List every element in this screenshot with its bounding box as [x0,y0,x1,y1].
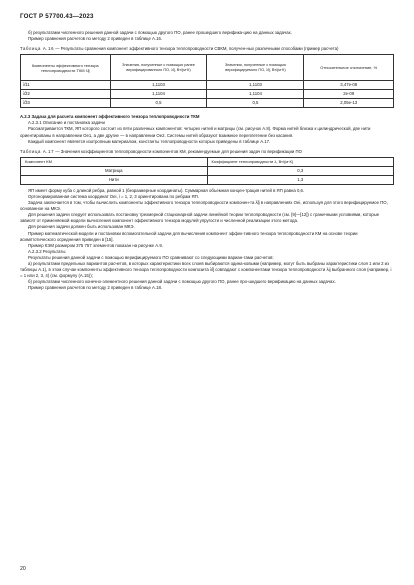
body-paragraph: Задача заключается в том, чтобы вычислить компоненты эффективного тензора теплопроводности компонен-та λ̃ij в направлениях Oei, используя для этого верифицируемое ПО, основанное на МКЭ. [20,200,388,212]
table17 [20,157,394,185]
table-cell: λ̃11 [21,81,111,90]
section-a232-paragraph: б) результатами численного конечно-элементного решения данной задачи с помощью другого ПО, ранее про-шедшего верификацию на данных задачах. [28,279,336,285]
table17-caption [20,149,394,155]
table-row [21,81,394,90]
page-content [20,30,394,291]
section-a23-paragraph-2: Каждый компонент является изотропным материалом, константы теплопроводности которых приведены в таблице А.17. [28,138,271,144]
table-cell: λ̃33 [21,99,111,108]
table-cell: 0,3 [207,166,394,175]
body-paragraph: Пример математической модели и постановки вспомогательной задачи для вычисления компонент эффек-тивного тензора теплопроводности КМ на основе теории асимптотического осреднения приведен в [15]. [20,230,358,242]
body-paragraph: ЯП имеет форму куба с длиной ребра, равной 1 (безразмерные координаты). Суммарная объемная концен-трация нитей в ЯП равна 0,6. [28,187,305,193]
intro-paragraph-1: б) результатами численного решения данной задачи с помощью другого ПО, ранее прошедшего верифика-цию на данных задачах. [28,30,292,35]
table-cell: 0,5 [207,99,304,108]
body-paragraph: Пример КЭМ размером 375 757 элементов показан на рисунке А.9. [28,242,163,248]
table16-caption-text: — Результаты сравнения компонент эффективного тензора теплопроводности СВКМ, получен-ных различными способами (пример расчета) [55,46,339,52]
table-cell: 1,1104 [110,90,207,99]
section-a232-paragraph: а) результатами предельных вариантов расчетов, в которых характеристики всех слоев выбираются одина-ковыми (например, могут быть выбраны характеристики слоя 1 или 2 из таблицы А.1), в этом случае компоненты эффективного тензора теплопроводности композита λ̃ij совпадают с компонентами тензора теплопроводности λij выбранного слоя (например, i = 1 или 2, 3, 4) (см. формулу (А.15)); [20,260,392,279]
table-cell: 3,47e-08 [304,81,394,90]
body-paragraph: Для решения задачи должен быть использован МКЭ. [28,224,135,230]
section-a23-paragraph-1: Рассматривается ТКМ, ЯП которого состоит из пяти различных компонентов: четырех нитей и матрицы (см. рисунок А.8). Форма нитей близка к цилиндрической, две нити ориентированы в направлении Oe1, а две другие — в направлении Oe2. Системы нитей образуют взаимное переплетение без касания. [20,126,371,138]
table-row [21,166,394,175]
section-a232-paragraph: Пример сравнения расчетов по методу 2 приведен в таблице А.18. [28,285,163,291]
section-a23-subtitle: А.2.3.1 Описание и постановка задачи [28,120,105,126]
table-row [21,99,394,108]
section-a232-title: А.2.3.2 Результаты [28,248,66,254]
table-cell: 1,3 [207,175,394,184]
table-cell: 1,1104 [207,90,304,99]
table16-caption [20,46,394,52]
table17-caption-text: — Значения коэффициентов теплопроводности компонентов КМ, рекомендуемые для решения задач по верификации ПО [55,148,302,154]
table16-header-cell: Относительное отклонение, % [304,55,394,81]
table16-header-cell: Значения, полученные с помощью верифицируемого ПО, λ̃ij, Вт/(м·К) [207,55,304,81]
table-cell: Нити [21,175,208,184]
table16-header-row [21,55,394,81]
body-paragraph: Ортонормированная система координат Oei, i = 1, 2, 3 ориентирована по ребрам ЯП. [28,193,199,199]
table-cell: Матрица [21,166,208,175]
intro-paragraph-2: Пример сравнения расчетов по методу 2 приведен в таблице А.16. [28,36,163,42]
table17-header-cell: Компонент КМ [21,157,208,166]
table-row [21,90,394,99]
table16-header-cell: Компоненты эффективного тензора теплопроводности ТКМ λ̃ij [21,55,111,81]
table17-header-cell: Коэффициент теплопроводности λ, Вт/(м·К) [207,157,394,166]
table-cell: 2,05e-13 [304,99,394,108]
table16-caption-label: Таблица А.16 [20,46,55,52]
section-a232-paragraph: Результаты решения данной задачи с помощью верифицируемого ПО сравнивают со следующими вариан-тами расчетов: [28,254,274,260]
table17-caption-label: Таблица А.17 [20,148,55,154]
table-cell: 1,1103 [207,81,304,90]
page-number: 20 [20,566,26,572]
section-a23-title: А.2.3 Задача для расчета компонент эффективного тензора теплопроводности ТКМ [20,114,200,120]
table17-header-row [21,157,394,166]
table-cell: 2e-09 [304,90,394,99]
table16-header-cell: Значения, полученные с помощью ранее верифицированного ПО, λ̃ij, Вт/(м·К) [110,55,207,81]
table-cell: λ̃22 [21,90,111,99]
body-paragraph: Для решения задачи следует использовать постановку трехмерной стационарной задачи линейной теории теплопроводности (см. [9]—[12]) с граничными условиями, которые зависят от применяемой модели вычисления компонент эффективного тензора модулей упругости и численной реализации этого метода. [20,212,380,224]
document-header: ГОСТ Р 57700.43—2023 [20,13,94,20]
table-cell: 1,1103 [110,81,207,90]
table-cell: 0,5 [110,99,207,108]
table16 [20,54,394,108]
table-row [21,175,394,184]
